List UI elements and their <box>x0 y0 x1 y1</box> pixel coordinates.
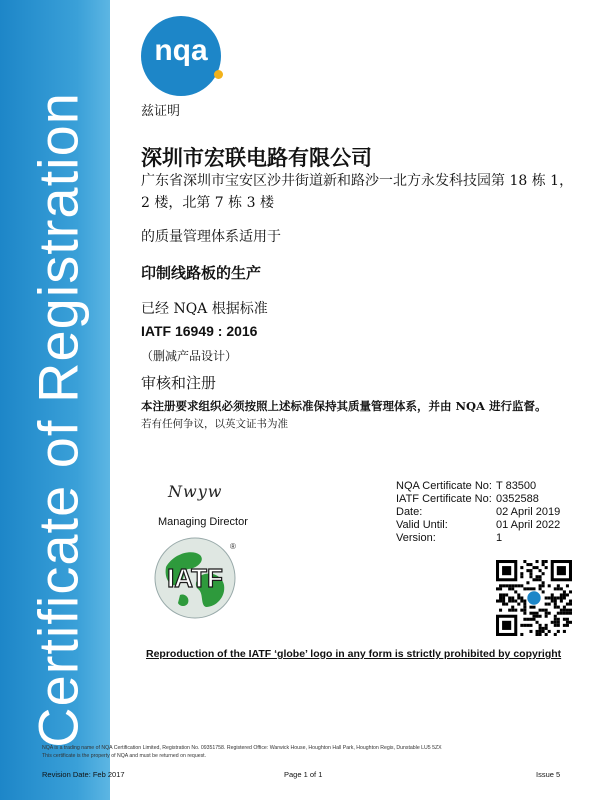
certificate-sidebar <box>0 0 110 800</box>
qr-code-icon[interactable] <box>496 560 572 636</box>
surveillance-note: 本注册要求组织必须按照上述标准保持其质量管理体系，并由 NQA 进行监督。 <box>141 399 547 413</box>
detail-label: Date: <box>396 506 423 518</box>
certificate-details <box>396 480 560 545</box>
detail-label: IATF Certificate No: <box>396 493 492 505</box>
signature-image: Nwyw <box>168 482 223 501</box>
iatf-globe-icon <box>152 535 238 621</box>
detail-value: 1 <box>496 532 503 544</box>
issue-number: Issue 5 <box>536 770 561 779</box>
company-name: 深圳市宏联电路有限公司 <box>141 145 372 170</box>
footer-registration: NQA is a trading name of NQA Certification Limited, Registration No. 09351758. Registered Office: Warwick House, Houghton Hall Park, Houghton Regis, Dunstable LU5 5ZX <box>42 745 442 751</box>
iatf-globe-text: IATF <box>167 563 223 593</box>
detail-value: T 83500 <box>496 480 537 492</box>
nqa-logo-dot <box>214 70 223 79</box>
detail-label: Version: <box>396 532 436 544</box>
standard-name: IATF 16949 : 2016 <box>141 323 258 339</box>
detail-label: Valid Until: <box>396 519 448 531</box>
revision-date: Revision Date: Feb 2017 <box>42 770 125 779</box>
registered-mark: ® <box>230 542 236 551</box>
dispute-note: 若有任何争议，以英文证书为准 <box>141 418 288 430</box>
exclusion-note: （删减产品设计） <box>141 349 238 363</box>
copyright-notice: Reproduction of the IATF ‘globe’ logo in any form is strictly prohibited by copyright <box>146 648 562 660</box>
certification-scope: 印制线路板的生产 <box>141 264 262 282</box>
page-number: Page 1 of 1 <box>284 770 323 779</box>
footer-property: This certificate is the property of NQA and must be returned on request. <box>42 753 207 759</box>
detail-value: 01 April 2022 <box>496 519 561 531</box>
detail-value: 0352588 <box>496 493 539 505</box>
signatory-title: Managing Director <box>158 516 248 528</box>
approved-statement: 已经 NQA 根据标准 <box>141 301 268 317</box>
detail-row <box>396 519 560 532</box>
system-statement: 的质量管理体系适用于 <box>141 229 281 245</box>
nqa-logo-text: nqa <box>154 34 208 67</box>
detail-label: NQA Certificate No: <box>396 480 492 492</box>
audited-registered: 审核和注册 <box>141 374 217 392</box>
hereby-certify: 兹证明 <box>141 104 181 119</box>
detail-row <box>396 506 560 519</box>
nqa-logo <box>141 16 221 96</box>
detail-value: 02 April 2019 <box>496 506 561 518</box>
detail-row <box>396 493 560 506</box>
company-address: 广东省深圳市宝安区沙井街道新和路沙一北方永发科技园第 18 栋 1，2 楼，北第 7 栋 3 楼 <box>141 173 574 211</box>
detail-row <box>396 532 560 545</box>
sidebar-title: Certificate of Registration <box>26 92 90 748</box>
detail-row <box>396 480 560 493</box>
